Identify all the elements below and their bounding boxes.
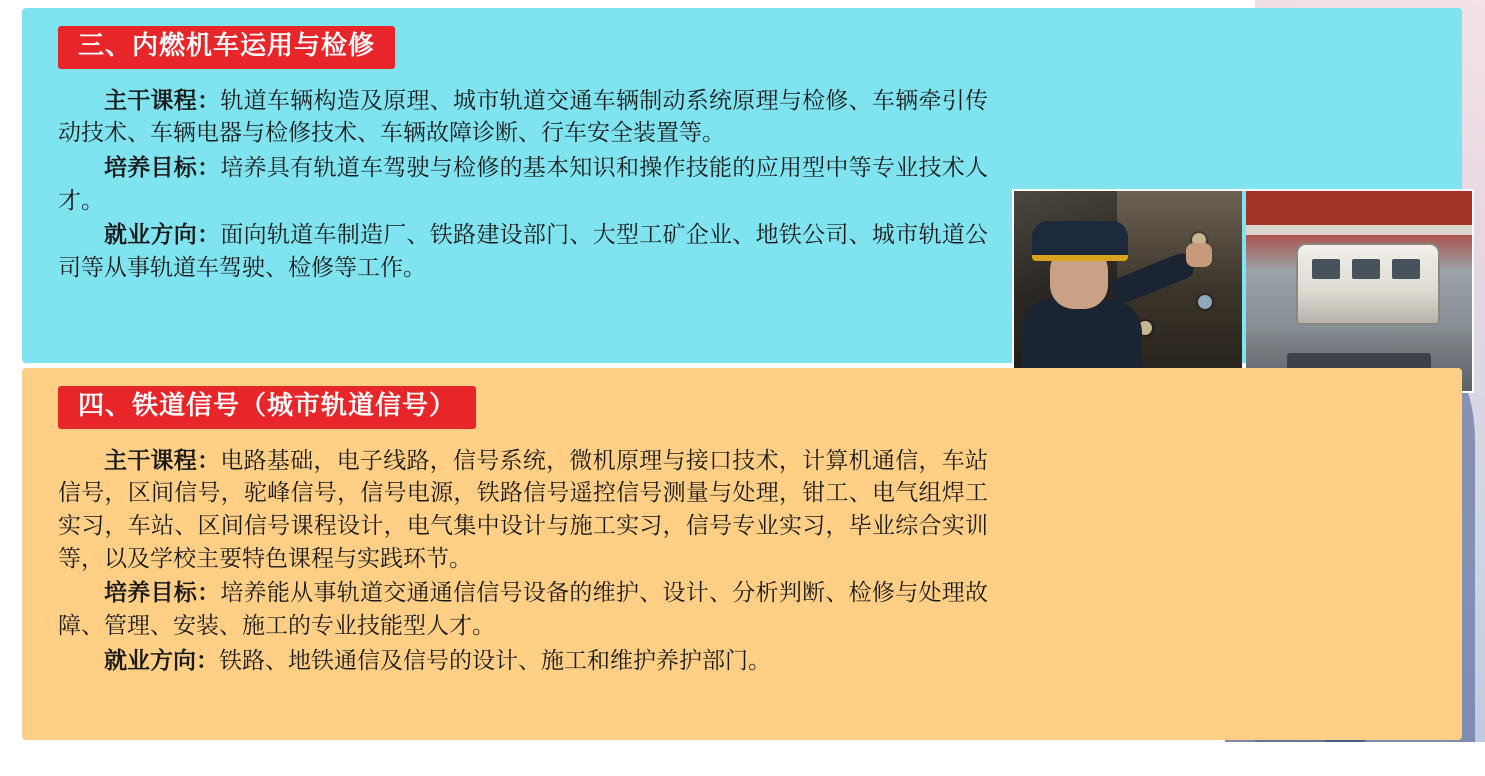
- section-1-paragraph-courses: [58, 85, 988, 150]
- bottom-white-strip: [0, 742, 1485, 776]
- section-1-courses-text: 轨道车辆构造及原理、城市轨道交通车辆制动系统原理与检修、车辆牵引传动技术、车辆电器与检修技术、车辆故障诊断、行车安全装置等。: [58, 87, 989, 147]
- section-1-courses-lead: 主干课程：: [104, 86, 221, 114]
- vehicle-window-2: [1352, 259, 1380, 279]
- section-2-paragraph-goal: [58, 577, 988, 642]
- section-2-paragraph-employment: [58, 645, 988, 678]
- section-2-employment-text: 铁路、地铁通信及信号的设计、施工和维护养护部门。: [219, 647, 771, 674]
- section-2-text-column: [58, 445, 988, 678]
- photo-locomotive-cab: [1014, 191, 1242, 391]
- section-1-body: [22, 85, 1462, 285]
- section-2-goal-lead: 培养目标：: [104, 579, 221, 607]
- section-2-courses-text: 电路基础，电子线路，信号系统，微机原理与接口技术，计算机通信，车站信号，区间信号，驼峰信号，信号电源，铁路信号遥控信号测量与处理，钳工、电气组焊工实习，车站、区间信号课程设计，电气集中设计与施工实习，信号专业实习，毕业综合实训等，以及学校主要特色课程与实践环节。: [58, 447, 989, 572]
- section-1-employment-text: 面向轨道车制造厂、铁路建设部门、大型工矿企业、地铁公司、城市轨道公司等从事轨道车驾驶、检修等工作。: [58, 222, 989, 281]
- section-1-employment-lead: 就业方向：: [104, 221, 221, 249]
- section-1-paragraph-employment: [58, 219, 988, 284]
- section-1-text-column: [58, 85, 988, 285]
- rail-vehicle-body: [1296, 243, 1440, 325]
- section-2-title: 四、铁道信号（城市轨道信号）: [58, 386, 476, 429]
- cab-knob-3: [1198, 295, 1212, 309]
- section-2-goal-text: 培养能从事轨道交通通信信号设备的维护、设计、分析判断、检修与处理故障、管理、安装、施工的专业技能型人才。: [58, 580, 989, 639]
- section-railway-signal: [22, 368, 1462, 740]
- photo-rail-vehicle-depot: [1246, 191, 1472, 391]
- section-2-body: [22, 445, 1462, 678]
- section-2-courses-lead: 主干课程：: [104, 446, 221, 474]
- vehicle-window-1: [1312, 259, 1340, 279]
- driver-hand: [1186, 243, 1212, 267]
- driver-cap: [1032, 221, 1128, 261]
- depot-beam-highlight: [1246, 225, 1472, 235]
- section-2-employment-lead: 就业方向：: [104, 646, 219, 674]
- vehicle-window-3: [1392, 259, 1420, 279]
- section-1-goal-lead: 培养目标：: [104, 153, 221, 181]
- section-1-paragraph-goal: [58, 152, 988, 217]
- section-diesel-locomotive: [22, 8, 1462, 363]
- section-1-title: 三、内燃机车运用与检修: [58, 26, 395, 69]
- section-2-paragraph-courses: [58, 445, 988, 576]
- depot-roof-beam: [1246, 191, 1472, 225]
- section-1-goal-text: 培养具有轨道车驾驶与检修的基本知识和操作技能的应用型中等专业技术人才。: [58, 154, 989, 214]
- section-1-photo-group: [1012, 189, 1474, 393]
